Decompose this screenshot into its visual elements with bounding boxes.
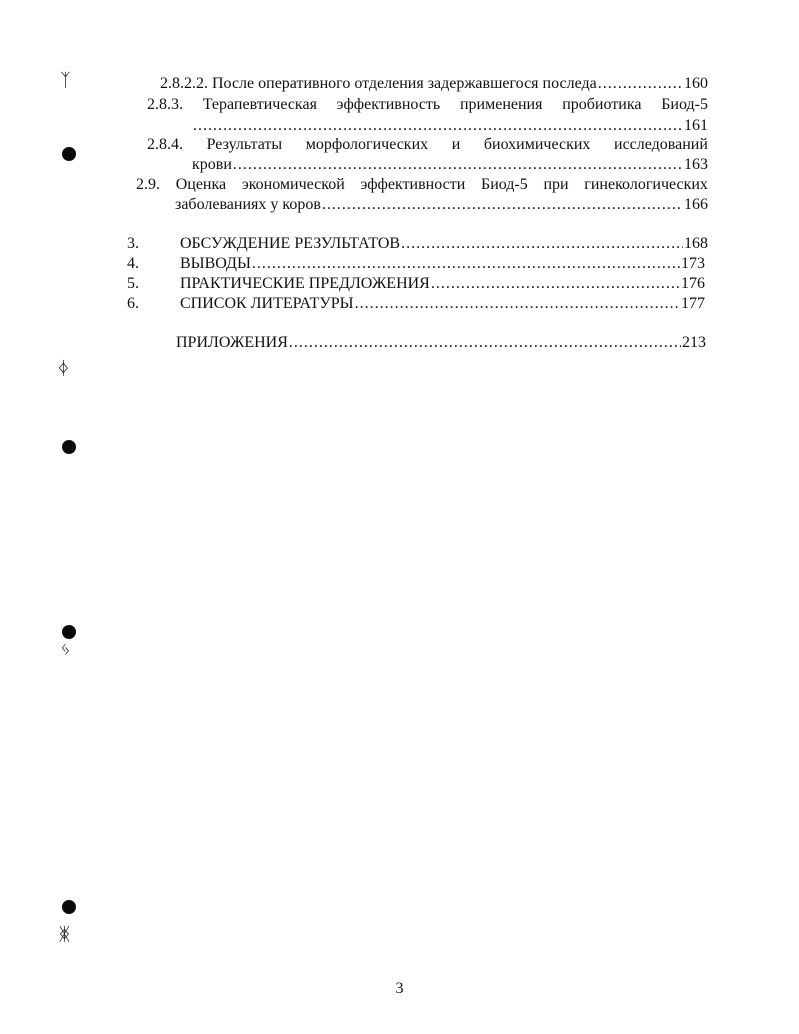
chapter-number: 5. [127, 275, 139, 292]
toc-entry-title: СПИСОК ЛИТЕРАТУРЫ [180, 295, 354, 312]
chapter-number: 4. [127, 255, 139, 272]
toc-leader-dots [233, 155, 683, 175]
toc-entry-title: ОБСУЖДЕНИЕ РЕЗУЛЬТАТОВ [180, 235, 401, 252]
toc-entry-2-8-2-2 [160, 74, 708, 94]
toc-entry-title: заболеваниях у коров [175, 196, 321, 213]
toc-entry-page: 176 [681, 275, 705, 292]
toc-leader-dots [598, 74, 683, 94]
toc-leader-dots [289, 333, 681, 353]
chapter-number: 3. [127, 235, 139, 252]
toc-entry-page: 173 [681, 255, 705, 272]
margin-smudge-icon: ᛤ [59, 924, 70, 945]
toc-entry-title: крови [192, 156, 232, 173]
toc-entry-page: 160 [684, 75, 708, 92]
toc-entry-2-8-3-leader [192, 116, 708, 136]
toc-chapter-5 [180, 274, 705, 294]
margin-smudge-icon: ᛄ [58, 358, 69, 379]
punch-hole-icon [62, 625, 76, 639]
toc-leader-dots [322, 195, 683, 215]
toc-leader-dots [193, 116, 683, 136]
toc-entry-title: ВЫВОДЫ [180, 255, 251, 272]
toc-chapter-4 [180, 254, 705, 274]
toc-entry-2-8-4-title: 2.8.4. Результаты морфологических и биохимических исследований [147, 136, 708, 153]
toc-entry-page: 177 [681, 295, 705, 312]
toc-entry-page: 161 [684, 117, 708, 134]
toc-leader-dots [252, 254, 680, 274]
toc-entry-2-9-title: 2.9. Оценка экономической эффективности Биод-5 при гинекологических [136, 176, 708, 193]
toc-entry-page: 213 [682, 334, 706, 351]
toc-entry-2-9-leader [175, 195, 708, 215]
toc-leader-dots [401, 234, 683, 254]
page-number: 3 [395, 980, 404, 997]
toc-entry-title: ПРАКТИЧЕСКИЕ ПРЕДЛОЖЕНИЯ [180, 275, 430, 292]
toc-entry-2-8-3-title: 2.8.3. Терапевтическая эффективность применения пробиотика Биод-5 [147, 96, 708, 113]
toc-entry-title: 2.8.2.2. После оперативного отделения задержавшегося последа [160, 75, 597, 92]
toc-entry-2-8-4-leader [192, 155, 708, 175]
punch-hole-icon [62, 147, 76, 161]
toc-chapter-3 [180, 234, 708, 254]
margin-smudge-icon: ᛉ [60, 70, 71, 91]
toc-leader-dots [355, 294, 680, 314]
toc-entry-page: 168 [684, 235, 708, 252]
toc-chapter-6 [180, 294, 705, 314]
punch-hole-icon [62, 900, 76, 914]
toc-entry-title: ПРИЛОЖЕНИЯ [176, 334, 288, 351]
chapter-number: 6. [127, 295, 139, 312]
toc-leader-dots [431, 274, 680, 294]
toc-entry-page: 166 [684, 196, 708, 213]
margin-smudge-icon: ᛃ [60, 639, 71, 660]
toc-appendix [176, 333, 706, 353]
punch-hole-icon [62, 440, 76, 454]
toc-entry-page: 163 [684, 156, 708, 173]
